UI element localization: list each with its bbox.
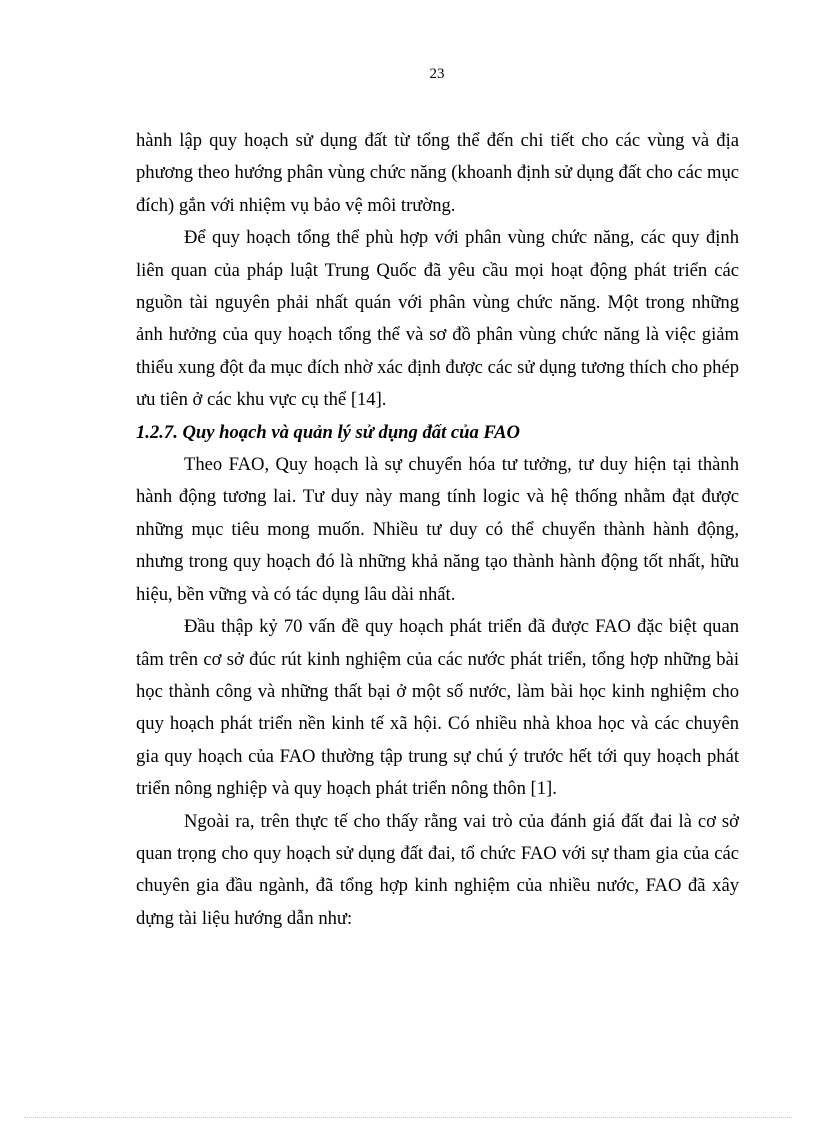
page-bottom-divider [24, 1117, 792, 1118]
paragraph-fao-1970s: Đầu thập kỷ 70 vấn đề quy hoạch phát triển đã được FAO đặc biệt quan tâm trên cơ sở đúc rút kinh nghiệm của các nước phát triển, tổng hợp những bài học thành công và những thất bại ở một số nước, làm bài học kinh nghiệm cho quy hoạch phát triển nền kinh tế xã hội. Có nhiều nhà khoa học và các chuyên gia quy hoạch của FAO thường tập trung sự chú ý trước hết tới quy hoạch phát triển nông nghiệp và quy hoạch phát triển nông thôn [1]. [136, 616, 739, 800]
paragraph-china-zoning: Để quy hoạch tổng thể phù hợp với phân vùng chức năng, các quy định liên quan của pháp luật Trung Quốc đã yêu cầu mọi hoạt động phát triển các nguồn tài nguyên phải nhất quán với phân vùng chức năng. Một trong những ảnh hưởng của quy hoạch tổng thể và sơ đồ phân vùng chức năng là việc giảm thiểu xung đột đa mục đích nhờ xác định được các sử dụng tương thích cho phép ưu tiên ở các khu vực cụ thể [14]. [136, 227, 739, 411]
page-number: 23 [429, 66, 445, 82]
document-body [136, 125, 739, 935]
section-heading-1-2-7: 1.2.7. Quy hoạch và quản lý sử dụng đất của FAO [136, 421, 520, 443]
paragraph-land-evaluation: Ngoài ra, trên thực tế cho thấy rằng vai trò của đánh giá đất đai là cơ sở quan trọng cho quy hoạch sử dụng đất đai, tổ chức FAO với sự tham gia của các chuyên gia đầu ngành, đã tổng hợp kinh nghiệm của nhiều nước, FAO đã xây dựng tài liệu hướng dẫn như: [136, 810, 739, 929]
paragraph-continuation: hành lập quy hoạch sử dụng đất từ tổng thể đến chi tiết cho các vùng và địa phương theo hướng phân vùng chức năng (khoanh định sử dụng đất cho các mục đích) gắn với nhiệm vụ bảo vệ môi trường. [136, 130, 739, 216]
paragraph-fao-definition: Theo FAO, Quy hoạch là sự chuyển hóa tư tưởng, tư duy hiện tại thành hành động tương lai. Tư duy này mang tính logic và hệ thống nhằm đạt được những mục tiêu mong muốn. Nhiều tư duy có thể chuyển thành hành động, nhưng trong quy hoạch đó là những khả năng tạo thành hành động tốt nhất, hữu hiệu, bền vững và có tác dụng lâu dài nhất. [136, 454, 739, 605]
